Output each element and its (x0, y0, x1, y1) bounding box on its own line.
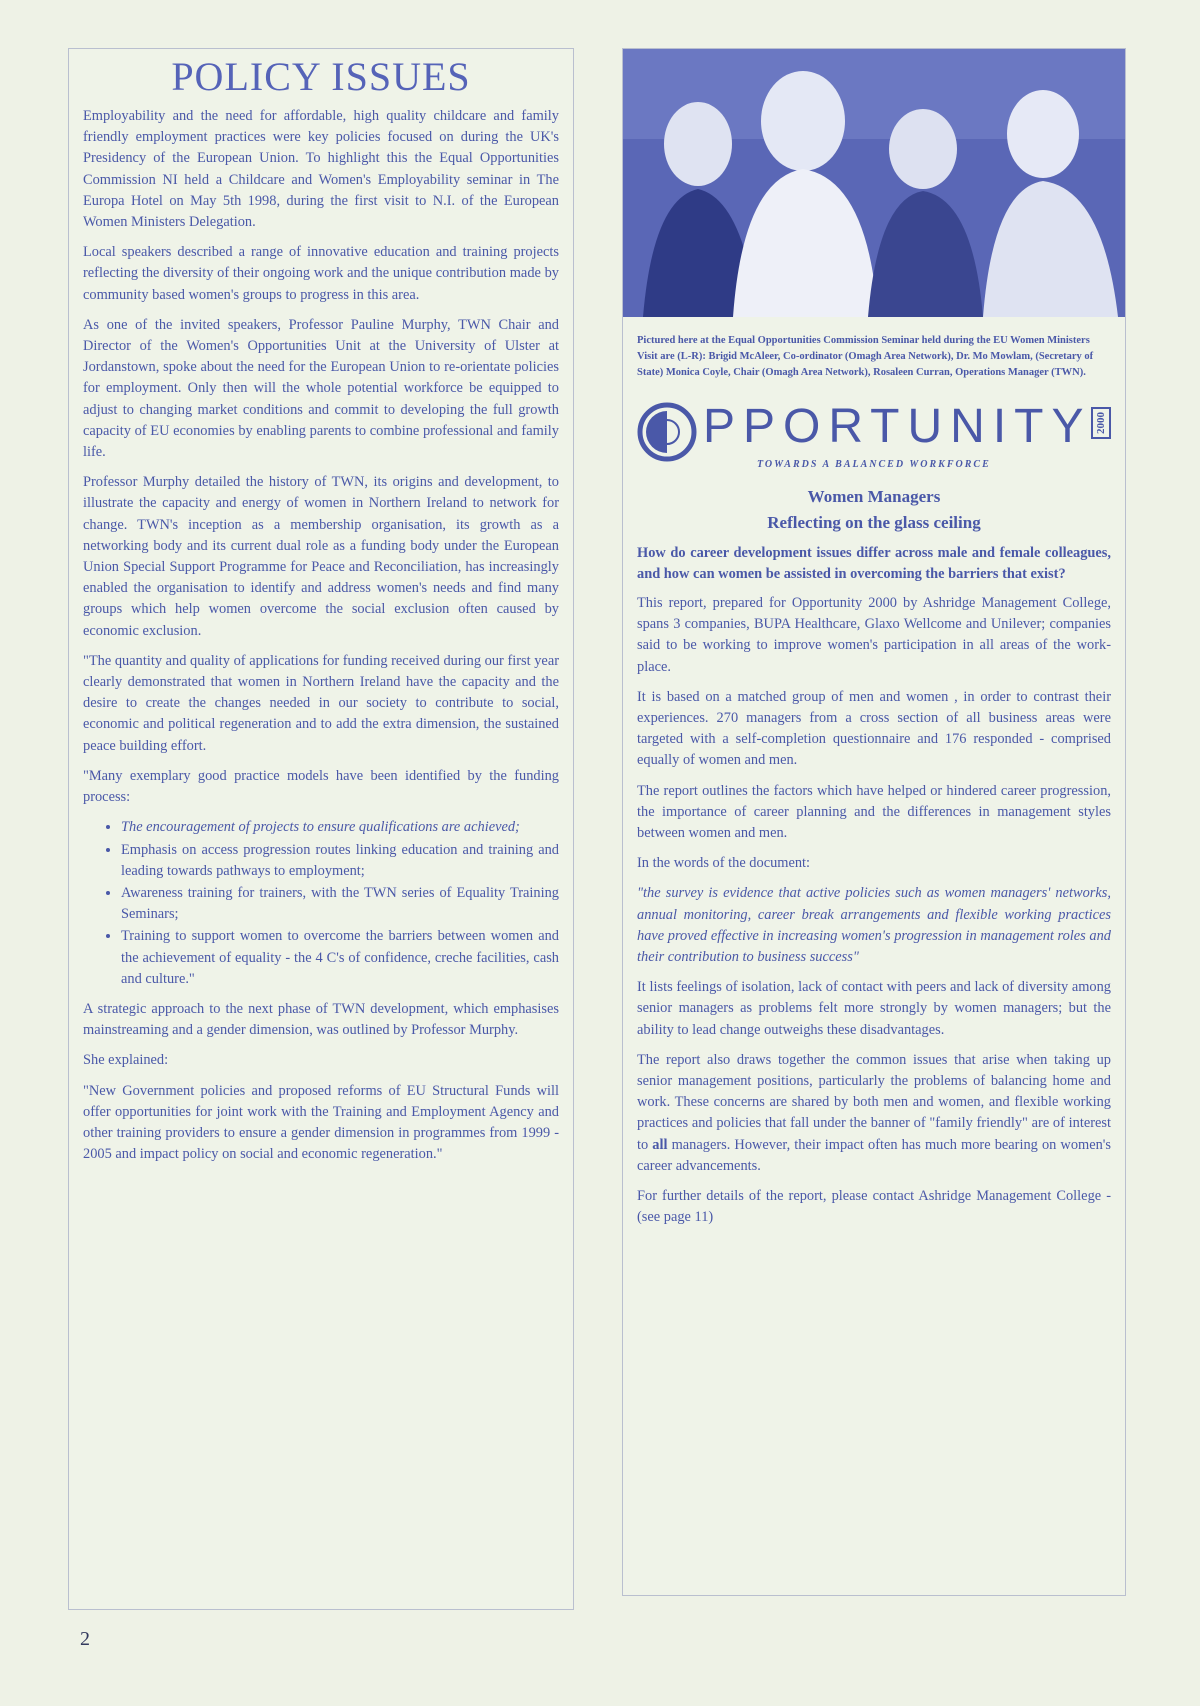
list-item: • Training to support women to overcome the barriers between women and the achievement of equality - the 4 C's of confidence, creche facilities, cash and culture." (121, 926, 559, 990)
page-title: POLICY ISSUES (171, 54, 471, 99)
logo-year: 2000 (1091, 407, 1111, 439)
paragraph: It lists feelings of isolation, lack of contact with peers and lack of diversity among senior managers as problems felt more strongly by women managers; but the ability to lead change outweighs these disadvantages. (637, 979, 1111, 1038)
paragraph: A strategic approach to the next phase of TWN development, which emphasises mainstreaming and a gender dimension, was outlined by Professor Murphy. (83, 1000, 559, 1039)
list-item: • Emphasis on access progression routes linking education and training and leading towards pathways to employment; (121, 840, 559, 882)
left-column (68, 48, 574, 1610)
paragraph: This report, prepared for Opportunity 2000 by Ashridge Management College, spans 3 companies, BUPA Healthcare, Glaxo Wellcome and Unilever; companies said to be working to improve women's participation in all areas of the work-place. (637, 595, 1111, 675)
photo-image (623, 49, 1125, 317)
article-heading: Women Managers (807, 487, 941, 506)
paragraph: "New Government policies and proposed reforms of EU Structural Funds will offer opportunities for joint work with the Training and Employment Agency and other training providers to ensure a gender dimension in programmes from 1999 - 2005 and impact policy on social and economic regeneration." (83, 1082, 559, 1163)
list-item: • Awareness training for trainers, with the TWN series of Equality Training Seminars; (121, 883, 559, 925)
text-span: The report also draws together the common issues that arise when taking up senior management positions, particularly the problems of balancing home and work. These concerns are shared by both men and women, and flexible working practices and policies that fall under the banner of "family friendly" are of interest to (637, 1051, 1111, 1153)
paragraph: She explained: (83, 1052, 169, 1069)
right-column (622, 48, 1126, 1596)
paragraph: "Many exemplary good practice models have been identified by the funding process: (83, 767, 559, 806)
article-lede: How do career development issues differ across male and female colleagues, and how can women be assisted in overcoming the barriers that exist? (637, 545, 1111, 582)
paragraph: For further details of the report, please contact Ashridge Management College - (see page 11) (637, 1188, 1111, 1226)
paragraph: Local speakers described a range of innovative education and training projects reflecting the diversity of their ongoing work and the unique contribution made by community based women's groups to progress in this area. (83, 244, 559, 303)
paragraph: The report outlines the factors which have helped or hindered career progression, the importance of career planning and the differences in management styles between women and men. (637, 782, 1111, 842)
list-item: • The encouragement of projects to ensure qualifications are achieved; (121, 817, 559, 838)
bullet-list (83, 817, 559, 990)
group-photo (623, 49, 1125, 317)
text-span: managers. However, their impact often has much more bearing on women's career advancements. (637, 1136, 1111, 1174)
article-body (623, 487, 1125, 1228)
paragraph: As one of the invited speakers, Professor Pauline Murphy, TWN Chair and Director of the Women's Opportunities Unit at the University of Ulster at Jordanstown, spoke about the need for the European Union to re-orientate policies for employment. Only then will the whole potential workforce be equipped to adjust to changing market conditions and commit to developing the full growth capacity of EU economies by enabling parents to combine professional and family life. (83, 316, 559, 461)
paragraph: It is based on a matched group of men and women , in order to contrast their experiences. 270 managers from a cross section of all business areas were targeted with a self-completion questionnaire and 176 responded - comprised equally of women and men. (637, 688, 1111, 769)
paragraph: In the words of the document: (637, 855, 811, 872)
emphasis-all: all (652, 1136, 668, 1153)
opportunity-logo (637, 400, 1111, 470)
quote: "the survey is evidence that active policies such as women managers' networks, annual monitoring, career break arrangements and flexible working practices have proved effective in increasing women's progression in management roles and their contribution to business success" (637, 885, 1111, 966)
o-circle-icon (637, 401, 697, 463)
page-number: 2 (80, 1628, 90, 1650)
photo-caption: Pictured here at the Equal Opportunities Commission Seminar held during the EU Women Ministers Visit are (L-R): Brigid McAleer, Co-ordinator (Omagh Area Network), Dr. Mo Mowlam, (Secretary of State) Monica Coyle, Chair (Omagh Area Network), Rosaleen Curran, Operations Manager (TWN). (637, 335, 1094, 378)
paragraph: "The quantity and quality of applications for funding received during our first year clearly demonstrated that women in Northern Ireland have the capacity and the desire to create the changes needed in our society to contribute to social, economic and political regeneration and to add the extra dimension, the sustained peace building effort. (83, 652, 559, 754)
paragraph (637, 1050, 1111, 1177)
logo-tagline: TOWARDS A BALANCED WORKFORCE (757, 459, 991, 470)
paragraph: Professor Murphy detailed the history of TWN, its origins and development, to illustrate the capacity and energy of women in Northern Ireland to network for change. TWN's inception as a membership organisation, its growth as a networking body and its current dual role as a funding body under the European Union Special Support Programme for Peace and Reconciliation, has increasingly enabled the organisation to identify and address women's needs and find many groups which help women overcome the social exclusion often caused by economic exclusion. (83, 474, 559, 639)
article-subheading: Reflecting on the glass ceiling (767, 513, 981, 532)
logo-word: PPORTUNITY (703, 400, 1092, 453)
paragraph: Employability and the need for affordable, high quality childcare and family friendly employment practices were key policies focused on during the UK's Presidency of the European Union. To highlight this the Equal Opportunities Commission NI held a Childcare and Women's Employability seminar in The Europa Hotel on May 5th 1998, during the first visit to N.I. of the European Women Ministers Delegation. (83, 108, 559, 231)
